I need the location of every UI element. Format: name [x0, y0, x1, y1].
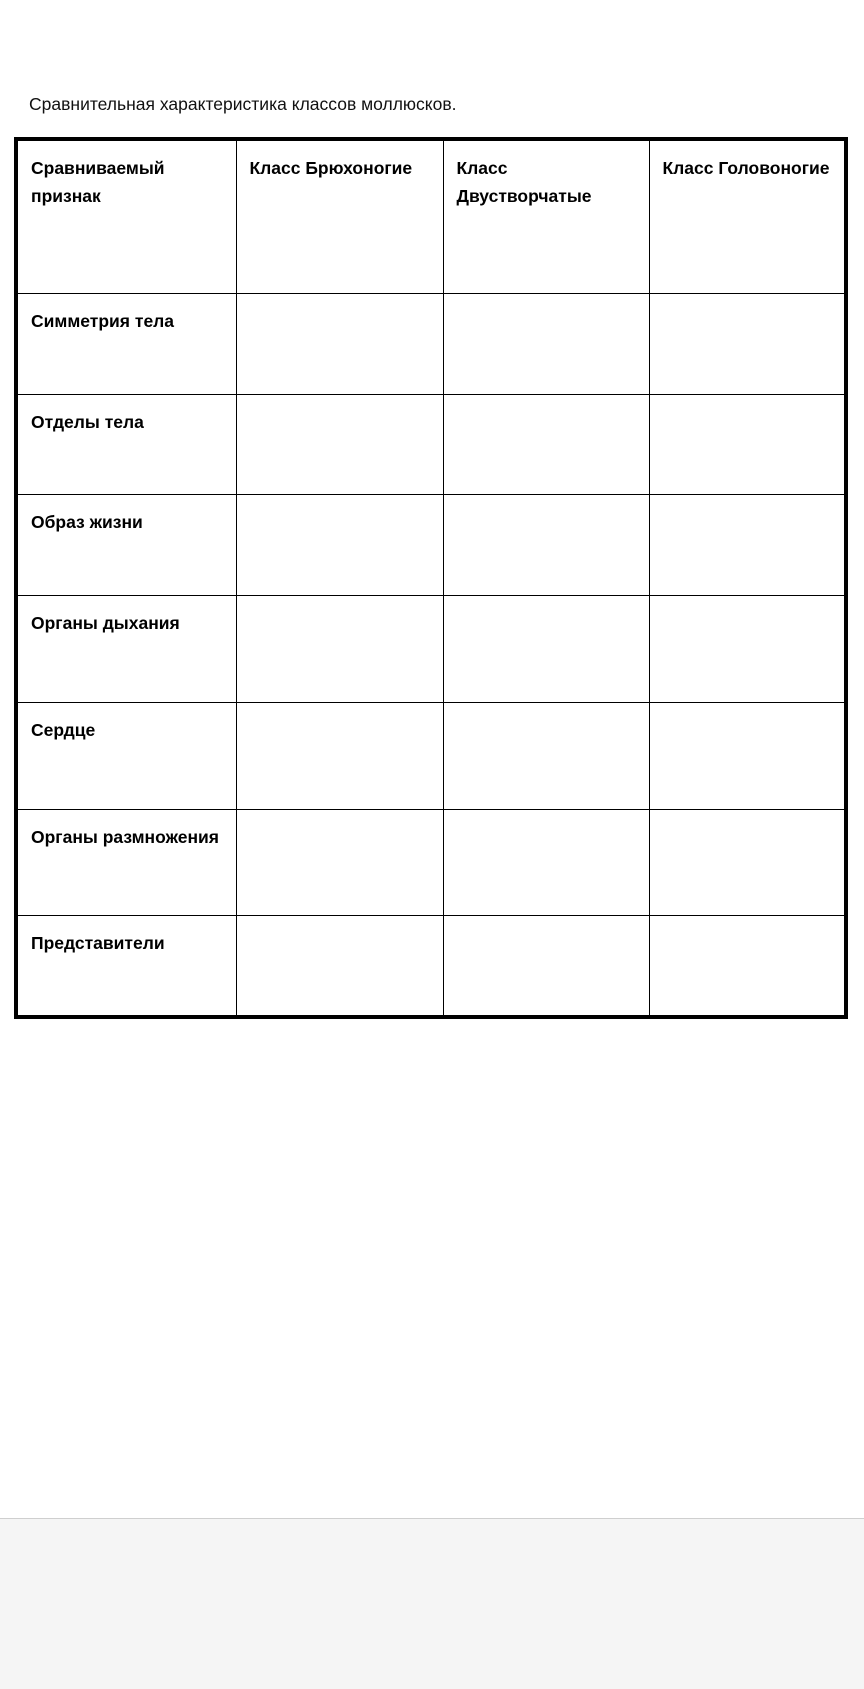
- cell-bivalvia-body-parts[interactable]: [443, 394, 649, 494]
- footer-area: [0, 1518, 864, 1689]
- row-label-symmetry: Симметрия тела: [16, 293, 236, 394]
- cell-bivalvia-symmetry[interactable]: [443, 293, 649, 394]
- comparison-table: [14, 137, 848, 1019]
- table-row: [16, 494, 846, 595]
- row-label-lifestyle: Образ жизни: [16, 494, 236, 595]
- cell-gastropoda-symmetry[interactable]: [236, 293, 443, 394]
- header-bivalvia: Класс Двустворчатые: [443, 139, 649, 293]
- cell-cephalopoda-representatives[interactable]: [649, 915, 846, 1017]
- cell-gastropoda-respiration[interactable]: [236, 595, 443, 702]
- cell-cephalopoda-heart[interactable]: [649, 702, 846, 809]
- table-row: [16, 394, 846, 494]
- cell-gastropoda-representatives[interactable]: [236, 915, 443, 1017]
- table-header-row: [16, 139, 846, 293]
- table-row: [16, 915, 846, 1017]
- header-cephalopoda: Класс Головоногие: [649, 139, 846, 293]
- table-row: [16, 702, 846, 809]
- cell-gastropoda-body-parts[interactable]: [236, 394, 443, 494]
- table-row: [16, 809, 846, 915]
- table-row: [16, 595, 846, 702]
- cell-bivalvia-respiration[interactable]: [443, 595, 649, 702]
- table-caption: Сравнительная характеристика классов моллюсков.: [29, 94, 457, 114]
- cell-cephalopoda-body-parts[interactable]: [649, 394, 846, 494]
- cell-gastropoda-reproduction[interactable]: [236, 809, 443, 915]
- cell-cephalopoda-symmetry[interactable]: [649, 293, 846, 394]
- cell-bivalvia-reproduction[interactable]: [443, 809, 649, 915]
- table-row: [16, 293, 846, 394]
- row-label-respiration: Органы дыхания: [16, 595, 236, 702]
- cell-bivalvia-lifestyle[interactable]: [443, 494, 649, 595]
- row-label-heart: Сердце: [16, 702, 236, 809]
- cell-cephalopoda-lifestyle[interactable]: [649, 494, 846, 595]
- cell-cephalopoda-reproduction[interactable]: [649, 809, 846, 915]
- cell-bivalvia-heart[interactable]: [443, 702, 649, 809]
- cell-gastropoda-lifestyle[interactable]: [236, 494, 443, 595]
- cell-cephalopoda-respiration[interactable]: [649, 595, 846, 702]
- cell-gastropoda-heart[interactable]: [236, 702, 443, 809]
- row-label-representatives: Представители: [16, 915, 236, 1017]
- header-gastropoda: Класс Брюхоногие: [236, 139, 443, 293]
- row-label-body-parts: Отделы тела: [16, 394, 236, 494]
- row-label-reproduction: Органы размножения: [16, 809, 236, 915]
- cell-bivalvia-representatives[interactable]: [443, 915, 649, 1017]
- header-feature: Сравниваемый признак: [16, 139, 236, 293]
